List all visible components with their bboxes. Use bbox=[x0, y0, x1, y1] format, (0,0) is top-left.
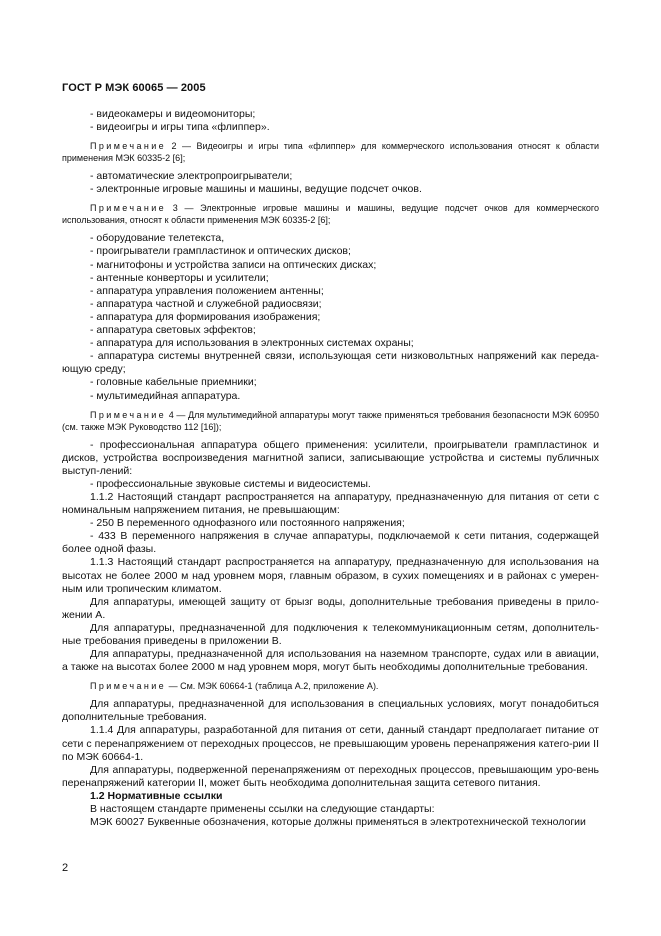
list-item: - аппаратура управления положением антенны; bbox=[90, 284, 324, 297]
list-item: - 433 В переменного напряжения в случае аппаратуры, подключаемой к сети питания, содержащей более одной фазы. bbox=[62, 530, 599, 556]
list-item: - магнитофоны и устройства записи на оптических дисках; bbox=[90, 258, 377, 271]
paragraph: - профессиональная аппаратура общего применения: усилители, проигрыватели грампластинок и дисков, устройства воспроизведения магнитной записи, записывающие устройства и системы публичных выступ-лений: bbox=[62, 438, 599, 477]
list-item: - аппаратура системы внутренней связи, использующая сети низковольтных напряжений как переда-ющую среду; bbox=[62, 350, 599, 376]
paragraph: Для аппаратуры, предназначенной для использования на наземном транспорте, судах или в авиации, а также на высотах более 2000 м над уровнем моря, могут быть необходимы дополнительные требования. bbox=[62, 648, 599, 674]
note-text: 4 — Для мультимедийной аппаратуры могут также применяться требования безопасности МЭК 60950 (см. также МЭК Руководство 112 [16]); bbox=[62, 409, 599, 432]
list-item: - электронные игровые машины и машины, ведущие подсчет очков. bbox=[90, 183, 422, 196]
list-item: - видеокамеры и видеомониторы; bbox=[90, 108, 256, 120]
page-number: 2 bbox=[62, 862, 69, 874]
list-item: - аппаратура для формирования изображения; bbox=[90, 310, 321, 323]
clause-1-1-3: 1.1.3 Настоящий стандарт распространяется на аппаратуру, предназначенную для использования на высотах не более 2000 м над уровнем моря, главным образом, в сухих помещениях и в районах с умерен-ным или тропическим климатом. bbox=[62, 556, 599, 595]
document-body bbox=[62, 108, 599, 829]
note bbox=[62, 409, 599, 433]
paragraph: Для аппаратуры, предназначенной для подключения к телекоммуникационным сетям, дополнитель-ные требования приведены в приложении В. bbox=[62, 621, 599, 647]
list-item: - профессиональные звуковые системы и видеосистемы. bbox=[90, 477, 371, 490]
list-item: - антенные конверторы и усилители; bbox=[90, 271, 269, 284]
list-item: - видеоигры и игры типа «флиппер». bbox=[90, 121, 270, 134]
paragraph: Для аппаратуры, имеющей защиту от брызг воды, дополнительные требования приведены в прило-жении А. bbox=[62, 595, 599, 621]
paragraph: Для аппаратуры, предназначенной для использования в специальных условиях, могут понадобиться дополнительные требования. bbox=[62, 698, 599, 724]
list-item: - автоматические электропроигрыватели; bbox=[90, 170, 293, 183]
list-item: - аппаратура для использования в электронных системах охраны; bbox=[90, 337, 414, 350]
list-item: - аппаратура частной и служебной радиосвязи; bbox=[90, 297, 322, 310]
page-header: ГОСТ Р МЭК 60065 — 2005 bbox=[62, 82, 206, 94]
note-text: 3 — Электронные игровые машины и машины, ведущие подсчет очков для коммерческого использования, относят к области применения МЭК 60335-2 [6]; bbox=[62, 203, 599, 226]
note bbox=[62, 202, 599, 226]
list-item: - оборудование телетекста, bbox=[90, 232, 225, 245]
note-label: Примечание bbox=[90, 681, 167, 692]
note-text: 2 — Видеоигры и игры типа «флиппер» для коммерческого использования относят к области применения МЭК 60335-2 [6]; bbox=[62, 141, 599, 164]
list-item: - аппаратура световых эффектов; bbox=[90, 324, 256, 337]
list-item: - мультимедийная аппаратура. bbox=[90, 389, 241, 402]
note-label: Примечание bbox=[90, 203, 167, 214]
list-item: - 250 В переменного однофазного или постоянного напряжения; bbox=[90, 517, 405, 530]
note bbox=[62, 680, 599, 692]
list-item: - проигрыватели грампластинок и оптических дисков; bbox=[90, 245, 351, 258]
paragraph: Для аппаратуры, подверженной перенапряжениям от переходных процессов, превышающим уро-вень перенапряжений категории II, может быть необходима дополнительная защита сетевого питания. bbox=[62, 763, 599, 789]
note-label: Примечание bbox=[90, 141, 167, 152]
paragraph: В настоящем стандарте применены ссылки на следующие стандарты: bbox=[90, 803, 435, 816]
list-item: - головные кабельные приемники; bbox=[90, 376, 257, 389]
clause-1-1-4: 1.1.4 Для аппаратуры, разработанной для питания от сети, данный стандарт предполагает питание от сети с перенапряжением от переходных процессов, не превышающим уровень перенапряжения катего-рии II по МЭК 60664-1. bbox=[62, 724, 599, 763]
section-heading: 1.2 Нормативные ссылки bbox=[90, 789, 223, 802]
note-text: — См. МЭК 60664-1 (таблица А.2, приложение А). bbox=[166, 681, 379, 692]
clause-1-1-2: 1.1.2 Настоящий стандарт распространяется на аппаратуру, предназначенную для питания от сети с номинальным напряжением питания, не превышающим: bbox=[62, 490, 599, 517]
paragraph: МЭК 60027 Буквенные обозначения, которые должны применяться в электротехнической технологии bbox=[90, 816, 586, 829]
note bbox=[62, 140, 599, 164]
note-label: Примечание bbox=[90, 409, 167, 420]
